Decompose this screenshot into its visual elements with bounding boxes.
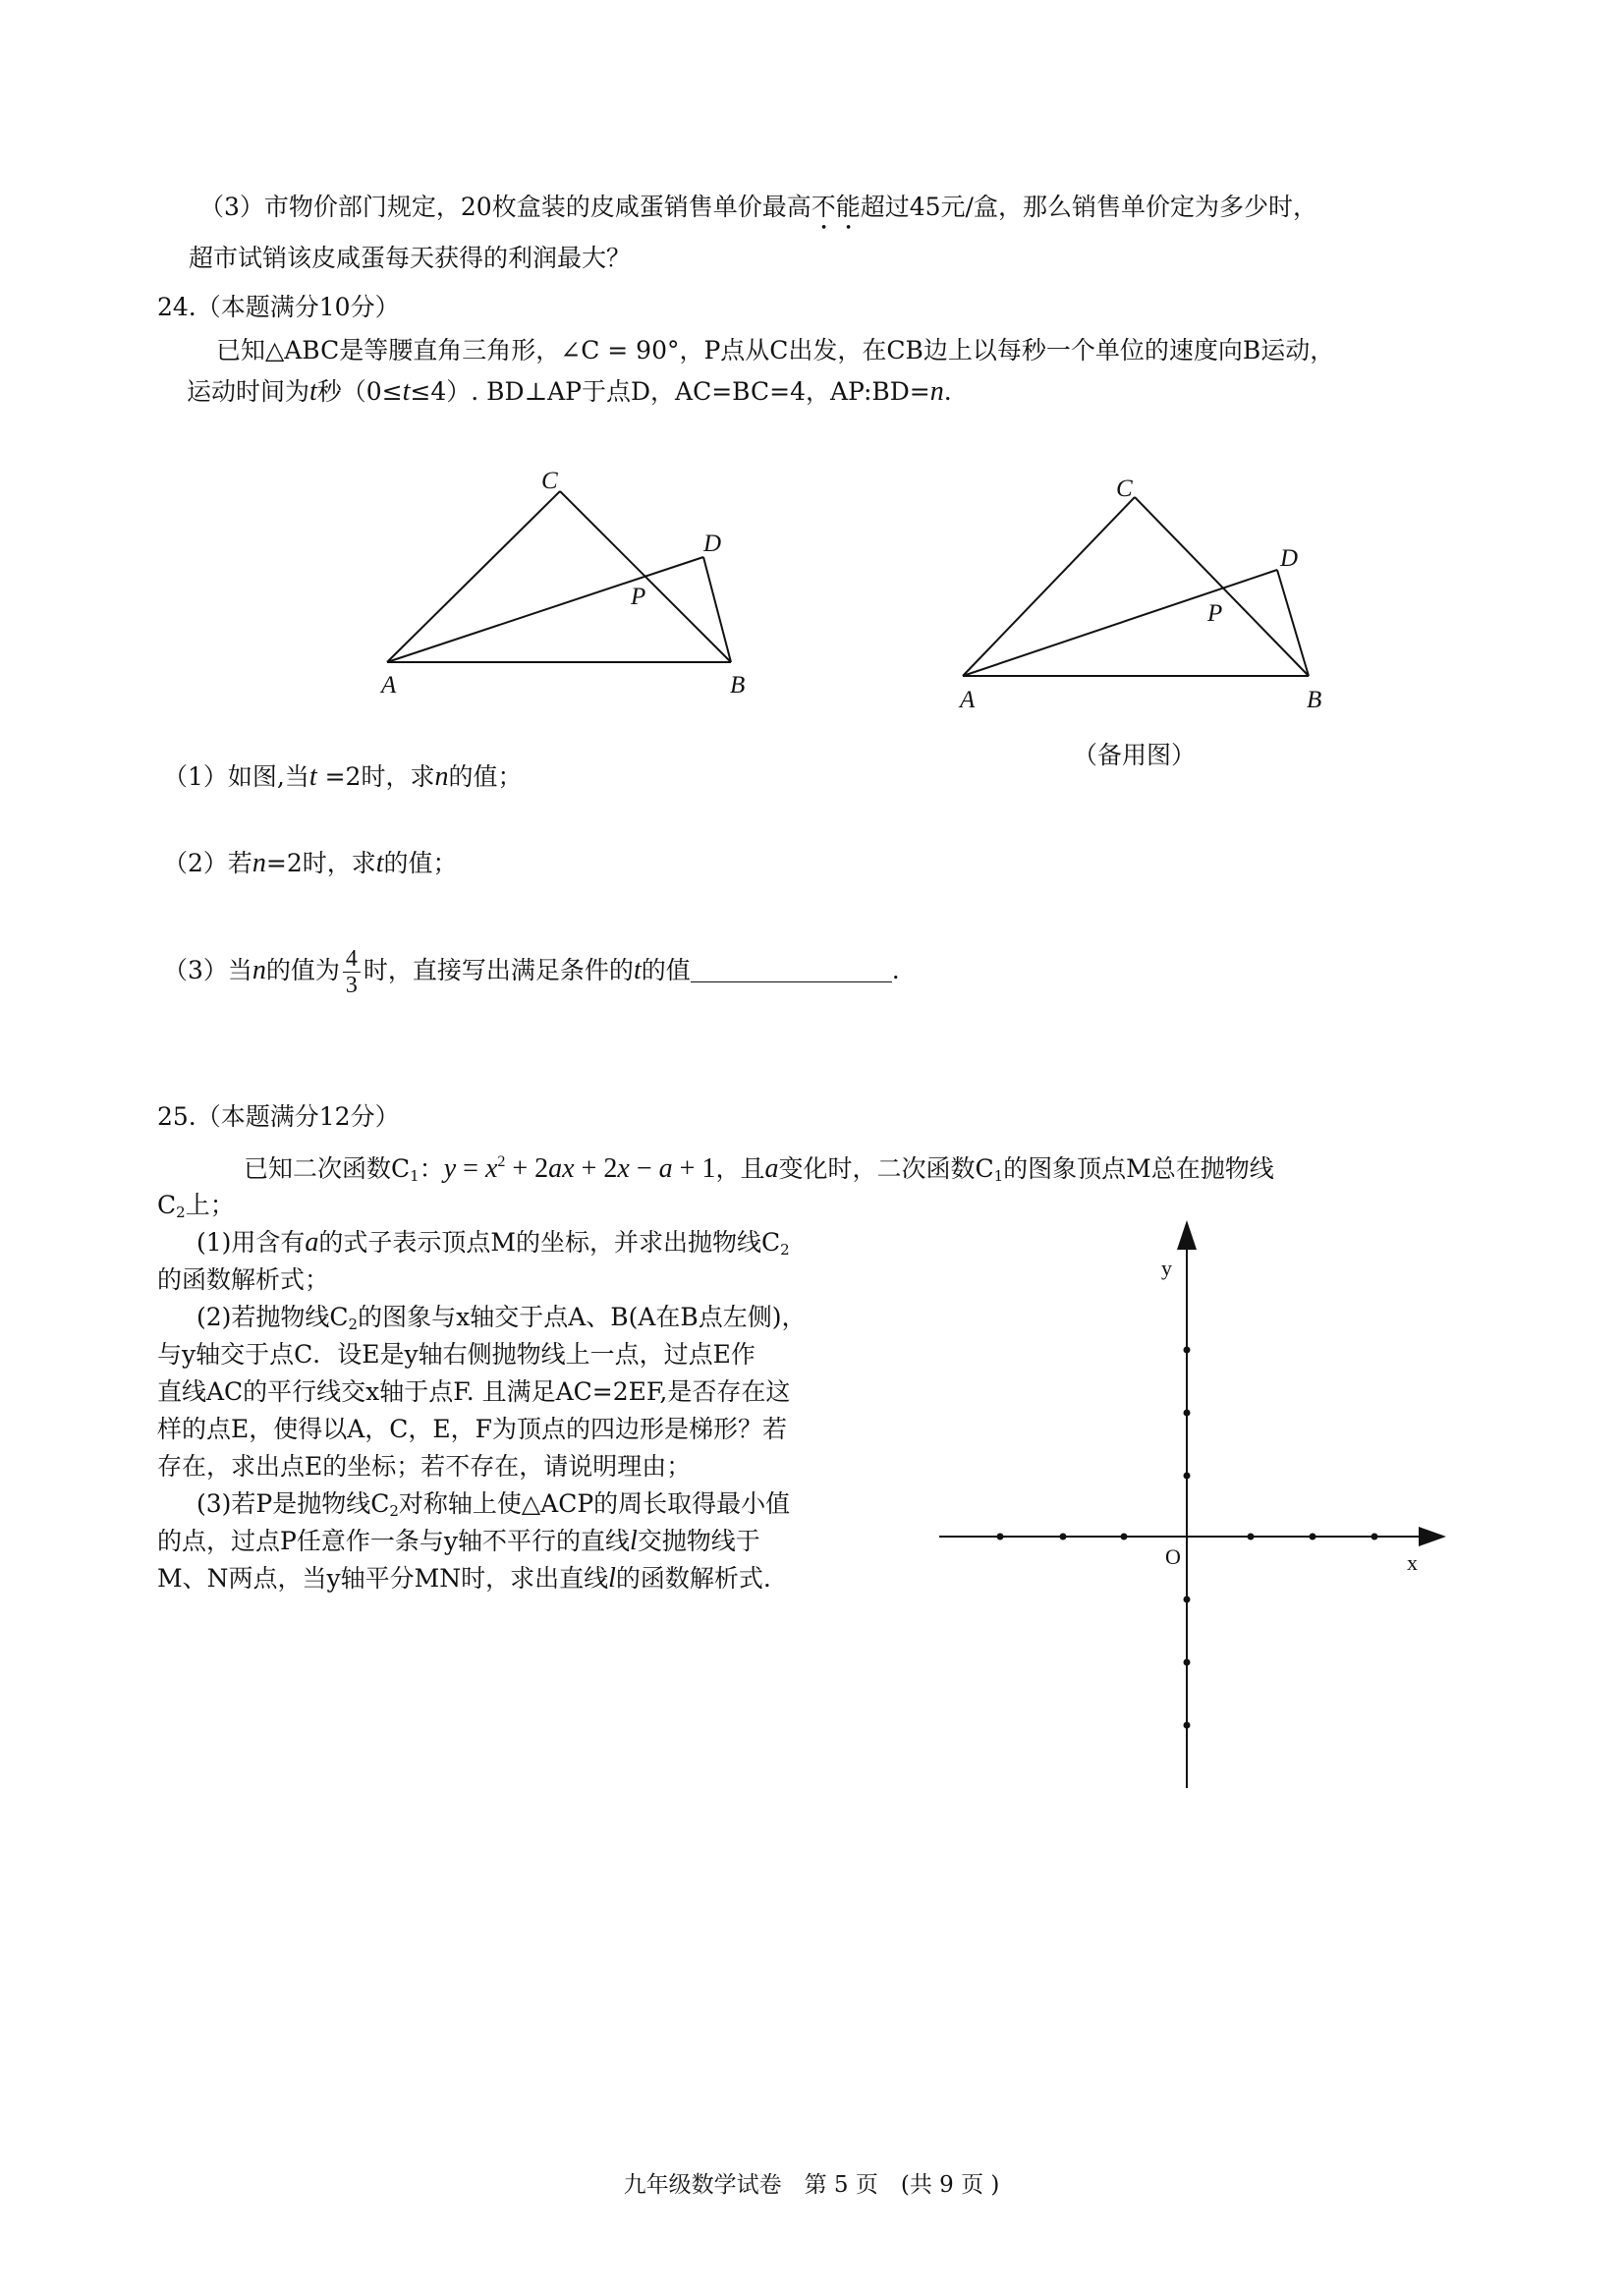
segment-ac [387,491,560,662]
label-p: P [1207,600,1223,627]
q23-part3-line1: （3）市物价部门规定，20枚盒装的皮咸蛋销售单价最高不能超过45元/盒，那么销售单价定为多少时， [199,193,1317,221]
q24-part2: （2）若n=2时，求t的值； [163,848,458,878]
label-a: A [960,687,976,713]
q24-stem-line2: 运动时间为t秒（0≤t≤4）. BD⊥AP于点D，AC=BC=4，AP:BD=n. [187,376,952,407]
label-d: D [703,531,722,557]
q25-part3-line2: 的点，过点P任意作一条与y轴不平行的直线l交抛物线于 [157,1526,760,1556]
coordinate-axes [933,1208,1483,1798]
q23-part3-line2: 超市试销该皮咸蛋每天获得的利润最大？ [189,244,632,272]
q25-part3-line1: (3)若P是抛物线$C_2$对称轴上使△ACP的周长取得最小值 [196,1489,791,1520]
q25-part3-line3: M、N两点，当y轴平分MN时，求出直线l的函数解析式. [157,1563,771,1594]
q24-stem-line1: 已知△ABC是等腰直角三角形，∠C = 90°，P点从C出发，在CB边上以每秒一个单位的速度向B运动， [216,336,1335,364]
origin-label: O [1165,1544,1181,1569]
page-footer: 九年级数学试卷 第 5 页 (共 9 页 ) [623,2172,1000,2198]
q25-part1-line2: 的函数解析式； [157,1265,330,1294]
q24-figure-spare [949,472,1342,713]
segment-ac [963,497,1135,676]
equation-c1: $y = x^2 + 2ax + 2x - a + 1$ [443,1153,716,1184]
label-p: P [631,584,646,610]
spare-figure-caption: （备用图） [1073,741,1197,769]
label-d: D [1280,545,1299,572]
segment-ad [387,557,703,662]
label-c: C [541,468,558,494]
segment-ad [963,570,1277,676]
fraction-4-3: $\frac{4}{3}$ [343,946,361,998]
emphasis-text: 不能 [811,193,861,221]
q24-figure-main [373,462,766,698]
q25-part2-line5: 存在，求出点E的坐标；若不存在，请说明理由； [157,1452,692,1481]
q25-stem-line1: 已知二次函数$C_1$：$y = x^2 + 2ax + 2x - a + 1$，且a变化时，二次函数$C_1$的图象顶点M总在抛物线 [244,1153,1274,1185]
answer-blank[interactable] [691,956,892,982]
label-c: C [1116,476,1133,502]
q25-stem-line2: $C_2$上； [157,1191,235,1221]
label-b: B [1307,687,1322,713]
segment-db [703,557,731,662]
q24-heading: 24.（本题满分10分） [157,293,400,321]
q25-part2-line1: (2)若抛物线$C_2$的图象与x轴交于点A、B(A在B点左侧)， [196,1303,807,1333]
label-a: A [381,672,397,699]
q25-part1-line1: (1)用含有a的式子表示顶点M的坐标，并求出抛物线$C_2$ [196,1227,790,1259]
y-axis-arrow-icon [1177,1220,1197,1250]
q25-part2-line4: 样的点E，使得以A，C，E，F为顶点的四边形是梯形？若 [157,1415,788,1443]
y-axis-label: y [1161,1256,1172,1280]
x-axis-arrow-icon [1419,1527,1446,1546]
q24-part3: （3）当n的值为 $\frac{4}{3}$ 时，直接写出满足条件的t的值 . [163,946,900,998]
q25-part2-line2: 与y轴交于点C．设E是y轴右侧抛物线上一点，过点E作 [157,1340,756,1369]
q25-part2-line3: 直线AC的平行线交x轴于点F. 且满足AC=2EF,是否存在这 [157,1377,791,1406]
q25-heading: 25.（本题满分12分） [157,1102,400,1131]
label-b: B [730,672,746,699]
x-axis-label: x [1407,1550,1418,1575]
q24-part1: （1）如图,当t =2时，求n的值； [163,761,523,792]
